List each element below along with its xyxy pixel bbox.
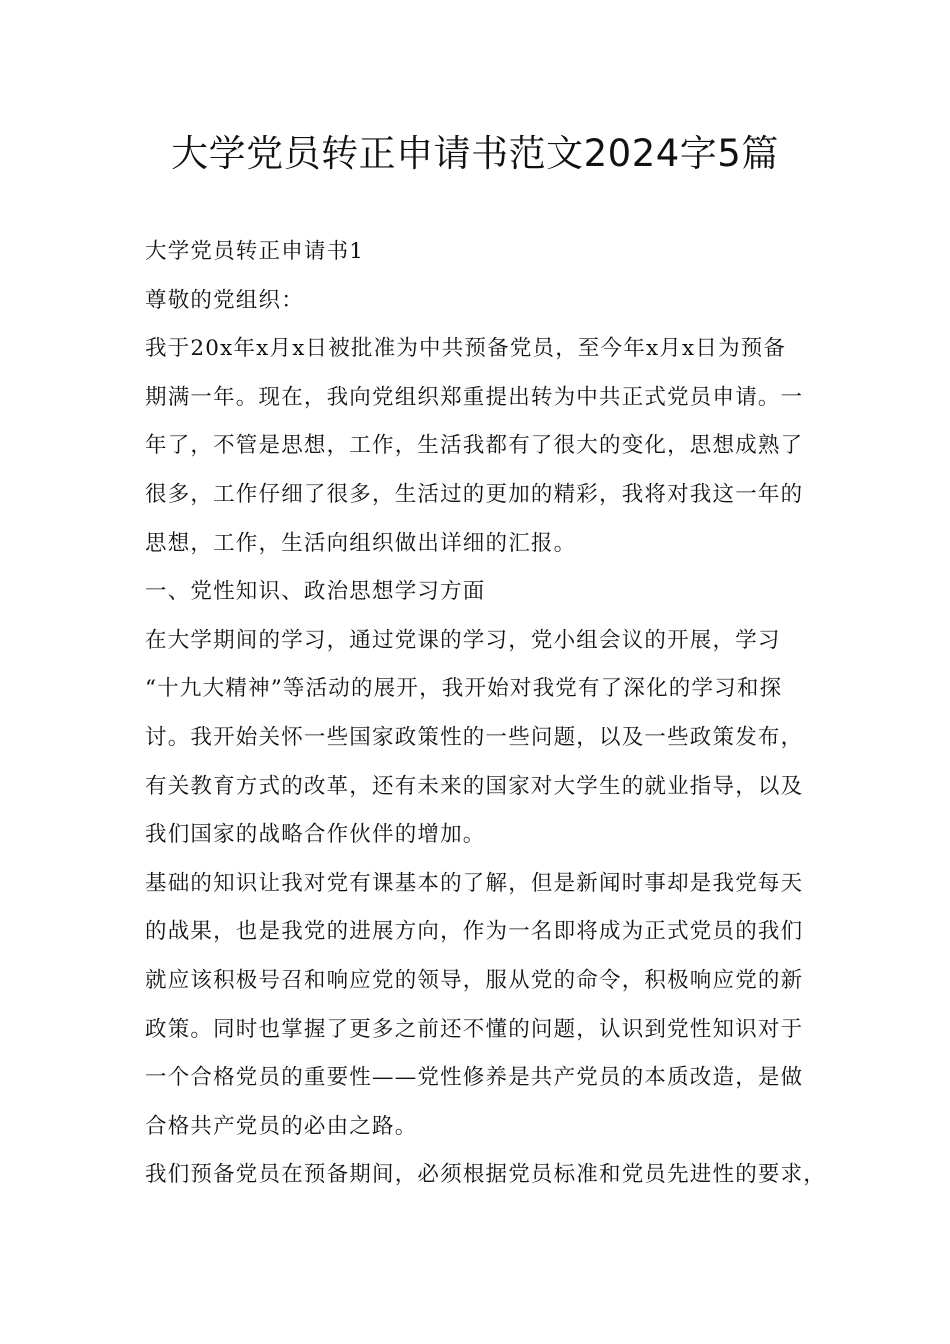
paragraph-line: “十九大精神”等活动的展开，我开始对我党有了深化的学习和探: [145, 676, 783, 702]
paragraph-line: 期满一年。现在，我向党组织郑重提出转为中共正式党员申请。一: [145, 384, 804, 410]
paragraph-line: 年了，不管是思想，工作，生活我都有了很大的变化，思想成熟了: [145, 433, 804, 459]
paragraph-line: 讨。我开始关怀一些国家政策性的一些问题，以及一些政策发布，: [145, 724, 804, 750]
paragraph-line: 很多，工作仔细了很多，生活过的更加的精彩，我将对我这一年的: [145, 481, 804, 507]
paragraph-line: 就应该积极号召和响应党的领导，服从党的命令，积极响应党的新: [145, 967, 804, 993]
document-title: 大学党员转正申请书范文2024字5篇: [171, 132, 779, 175]
section-heading: 大学党员转正申请书1: [145, 239, 365, 264]
paragraph-line: 有关教育方式的改革，还有未来的国家对大学生的就业指导，以及: [145, 773, 804, 799]
paragraph-line: 在大学期间的学习，通过党课的学习，党小组会议的开展，学习: [145, 627, 781, 653]
paragraph-line: 我们预备党员在预备期间，必须根据党员标准和党员先进性的要求，: [145, 1162, 827, 1188]
paragraph-line: 的战果，也是我党的进展方向，作为一名即将成为正式党员的我们: [145, 919, 804, 945]
paragraph-line: 合格共产党员的必由之路。: [145, 1113, 418, 1139]
paragraph-line: 思想，工作，生活向组织做出详细的汇报。: [145, 530, 577, 556]
paragraph-line: 我于20x年x月x日被批准为中共预备党员，至今年x月x日为预备: [145, 336, 787, 362]
paragraph-line: 一个合格党员的重要性——党性修养是共产党员的本质改造，是做: [145, 1065, 804, 1091]
paragraph-line: 我们国家的战略合作伙伴的增加。: [145, 822, 486, 848]
document-body: [145, 228, 827, 1200]
paragraph-line: 政策。同时也掌握了更多之前还不懂的问题，认识到党性知识对于: [145, 1016, 804, 1042]
paragraph-line: 基础的知识让我对党有课基本的了解，但是新闻时事却是我党每天: [145, 870, 804, 896]
subsection-heading: 一、党性知识、政治思想学习方面: [145, 579, 486, 605]
salutation: 尊敬的党组织：: [145, 287, 304, 313]
